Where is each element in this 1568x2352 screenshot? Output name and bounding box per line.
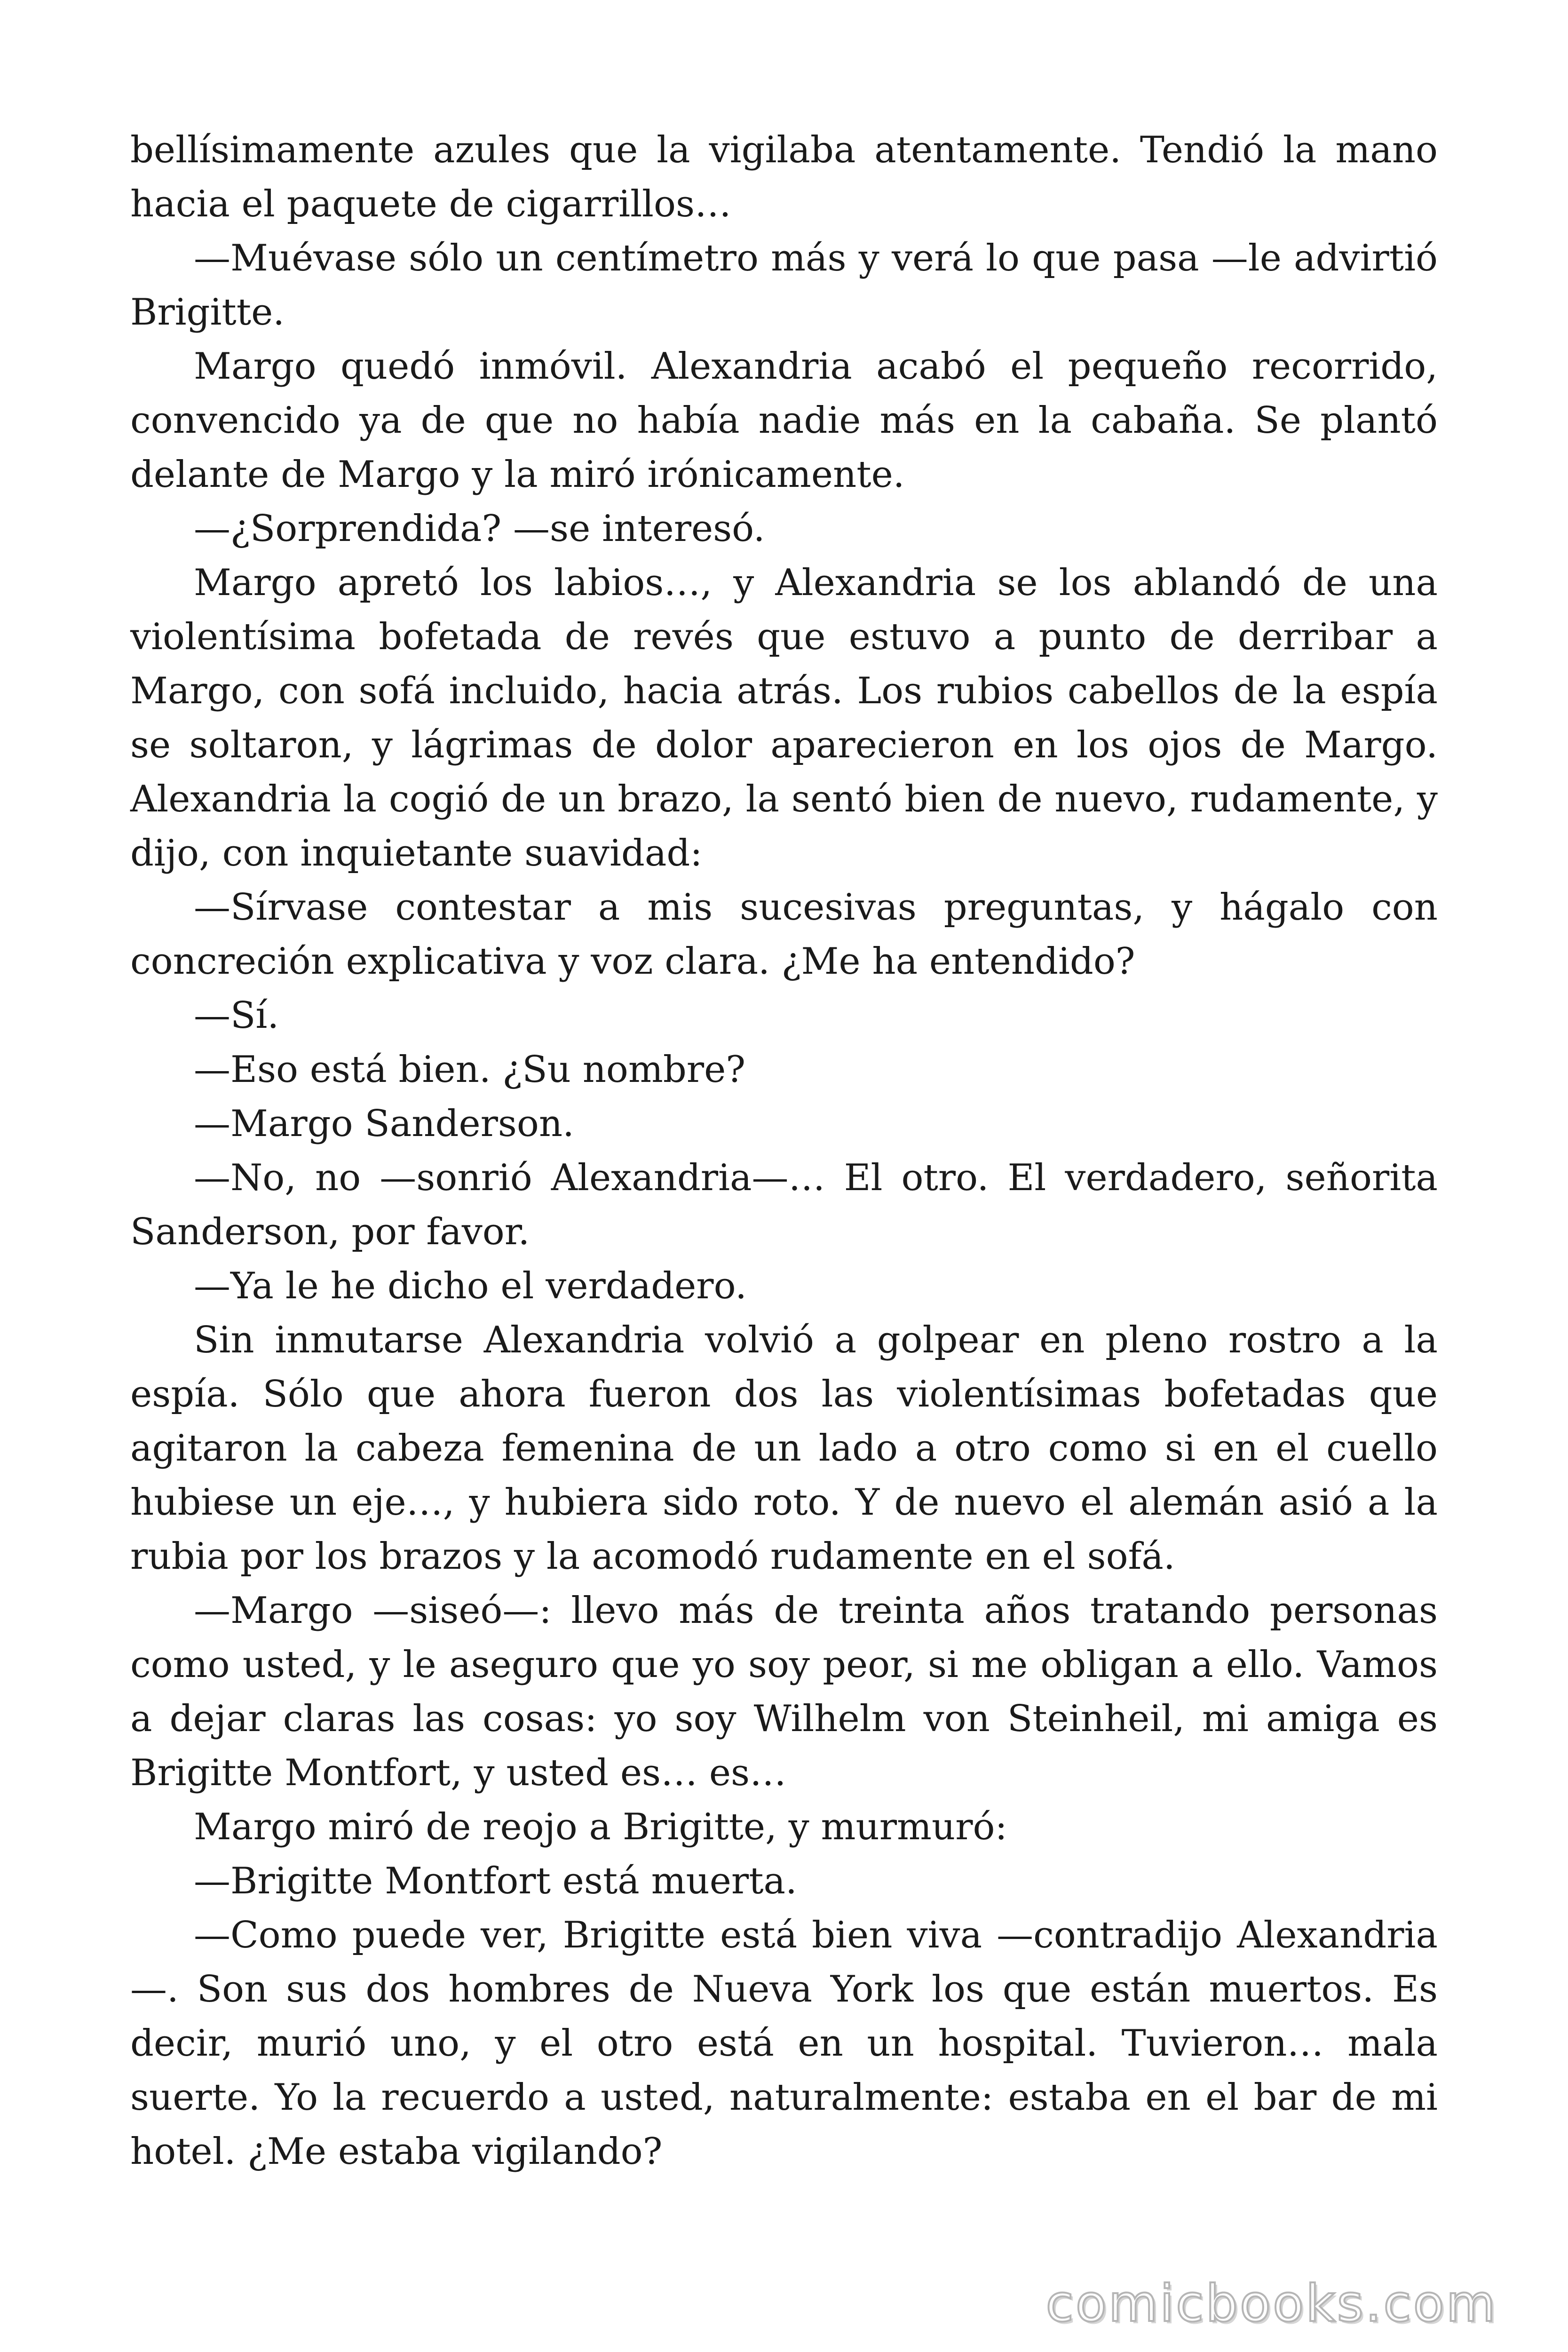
paragraph: —Ya le he dicho el verdadero. bbox=[194, 1265, 747, 1307]
paragraph: bellísimamente azules que la vigilaba atentamente. Tendió la mano hacia el paquete de cigarrillos… bbox=[130, 129, 1438, 225]
paragraph: —Margo Sanderson. bbox=[194, 1103, 574, 1145]
paragraph: —Margo —siseó—: llevo más de treinta años tratando personas como usted, y le aseguro que yo soy peor, si me obligan a ello. Vamos a dejar claras las cosas: yo soy Wilhelm von Steinheil, mi amiga es Brigitte Montfort, y usted es… es… bbox=[130, 1589, 1438, 1794]
paragraph: —Eso está bien. ¿Su nombre? bbox=[194, 1049, 746, 1091]
paragraph: Margo apretó los labios…, y Alexandria se los ablandó de una violentísima bofetada de revés que estuvo a punto de derribar a Margo, con sofá incluido, hacia atrás. Los rubios cabellos de la espía se soltaron, y lágrimas de dolor aparecieron en los ojos de Margo. Alexandria la cogió de un brazo, la sentó bien de nuevo, rudamente, y dijo, con inquietante suavidad: bbox=[130, 562, 1438, 874]
paragraph: —Como puede ver, Brigitte está bien viva —contradijo Alexandria—. Son sus dos hombres de Nueva York los que están muertos. Es decir, murió uno, y el otro está en un hospital. Tuvieron… mala suerte. Yo la recuerdo a usted, naturalmente: estaba en el bar de mi hotel. ¿Me estaba vigilando? bbox=[130, 1914, 1438, 2173]
paragraph: Margo miró de reojo a Brigitte, y murmuró: bbox=[194, 1806, 1007, 1848]
body-text bbox=[130, 123, 1438, 2179]
paragraph: Margo quedó inmóvil. Alexandria acabó el pequeño recorrido, convencido ya de que no había nadie más en la cabaña. Se plantó delante de Margo y la miró irónicamente. bbox=[130, 345, 1438, 496]
paragraph: Sin inmutarse Alexandria volvió a golpear en pleno rostro a la espía. Sólo que ahora fueron dos las violentísimas bofetadas que agitaron la cabeza femenina de un lado a otro como si en el cuello hubiese un eje…, y hubiera sido roto. Y de nuevo el alemán asió a la rubia por los brazos y la acomodó rudamente en el sofá. bbox=[130, 1319, 1438, 1578]
paragraph: —Sí. bbox=[194, 994, 279, 1037]
watermark-logo: comicbooks.com bbox=[1045, 2274, 1497, 2333]
paragraph: —No, no —sonrió Alexandria—… El otro. El verdadero, señorita Sanderson, por favor. bbox=[130, 1157, 1438, 1253]
paragraph: —¿Sorprendida? —se interesó. bbox=[194, 508, 765, 550]
paragraph: —Muévase sólo un centímetro más y verá lo que pasa —le advirtió Brigitte. bbox=[130, 237, 1438, 334]
paragraph: —Brigitte Montfort está muerta. bbox=[194, 1860, 797, 1902]
paragraph: —Sírvase contestar a mis sucesivas preguntas, y hágalo con concreción explicativa y voz clara. ¿Me ha entendido? bbox=[130, 886, 1438, 983]
